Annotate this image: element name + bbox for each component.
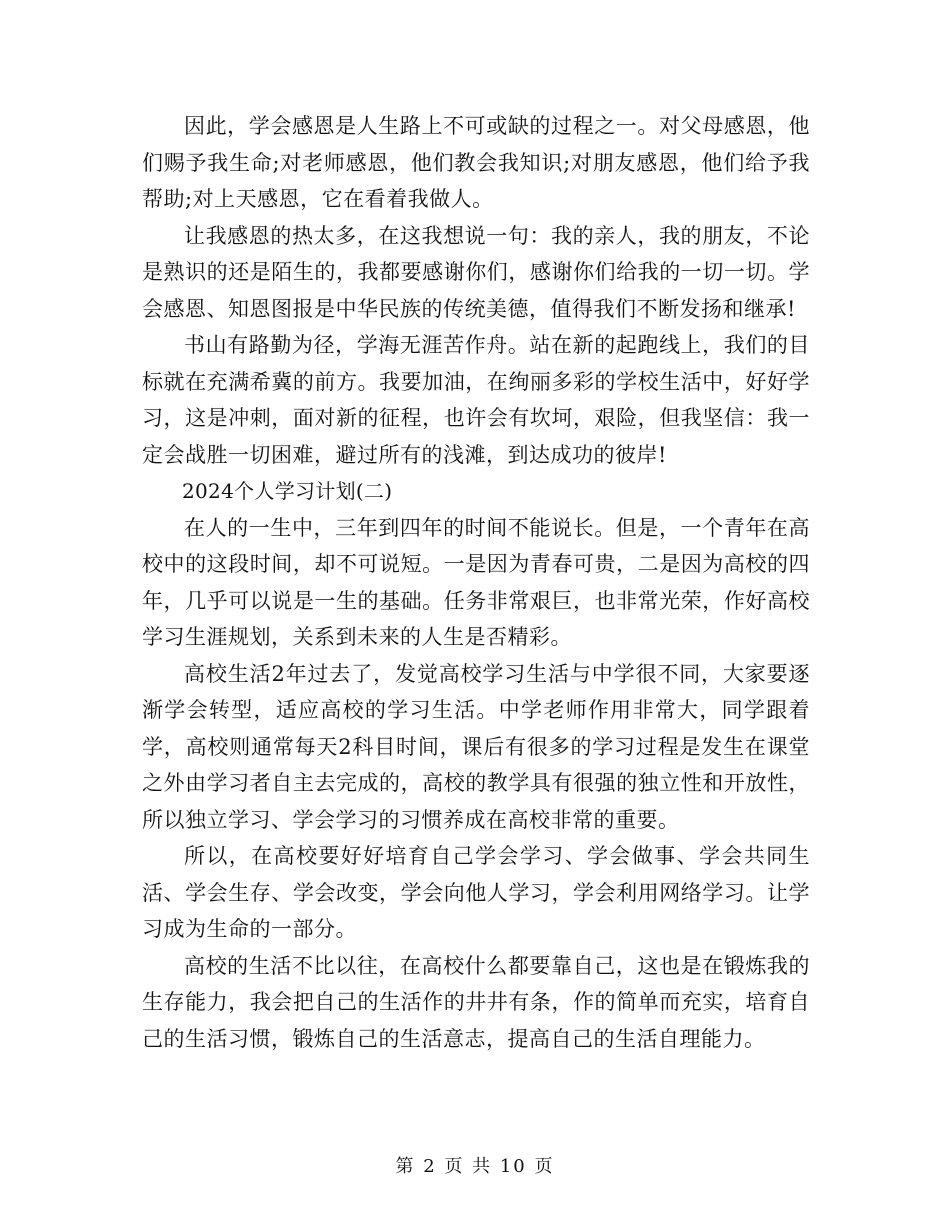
paragraph-university-years: 在人的一生中，三年到四年的时间不能说长。但是，一个青年在高校中的这段时间，却不可说短。一是因为青春可贵，二是因为高校的四年，几乎可以说是一生的基础。任务非常艰巨，也非常光荣，作好高校学习生涯规划，关系到未来的人生是否精彩。 (142, 515, 810, 649)
paragraph-life-skills: 高校的生活不比以往，在高校什么都要靠自己，这也是在锻炼我的生存能力，我会把自己的生活作的井井有条，作的简单而充实，培育自己的生活习惯，锻炼自己的生活意志，提高自己的生活自理能力。 (142, 953, 810, 1051)
paragraph-study-resolve: 书山有路勤为径，学海无涯苦作舟。站在新的起跑线上，我们的目标就在充满希冀的前方。我要加油，在绚丽多彩的学校生活中，好好学习，这是冲刺，面对新的征程，也许会有坎坷，艰险，但我坚信：我一定会战胜一切困难，避过所有的浅滩，到达成功的彼岸! (142, 333, 810, 467)
paragraph-gratitude-summary: 因此，学会感恩是人生路上不可或缺的过程之一。对父母感恩，他们赐予我生命;对老师感恩，他们教会我知识;对朋友感恩，他们给予我帮助;对上天感恩，它在看着我做人。 (142, 114, 810, 211)
section-heading: 2024个人学习计划(二) (182, 479, 393, 503)
document-body (142, 108, 810, 1057)
paragraph-gratitude-thanks: 让我感恩的热太多，在这我想说一句：我的亲人，我的朋友，不论是熟识的还是陌生的，我都要感谢你们，感谢你们给我的一切一切。学会感恩、知恩图报是中华民族的传统美德，值得我们不断发扬和继承! (142, 223, 810, 321)
page-number-footer: 第 2 页 共 10 页 (395, 1156, 555, 1177)
paragraph-learning-skills: 所以，在高校要好好培育自己学会学习、学会做事、学会共同生活、学会生存、学会改变，学会向他人学习，学会利用网络学习。让学习成为生命的一部分。 (142, 844, 810, 941)
paragraph-university-transition: 高校生活2年过去了，发觉高校学习生活与中学很不同，大家要逐渐学会转型，适应高校的学习生活。中学老师作用非常大，同学跟着学，高校则通常每天2科目时间，课后有很多的学习过程是发生在课堂之外由学习者自主去完成的，高校的教学具有很强的独立性和开放性，所以独立学习、学会学习的习惯养成在高校非常的重要。 (142, 661, 810, 832)
